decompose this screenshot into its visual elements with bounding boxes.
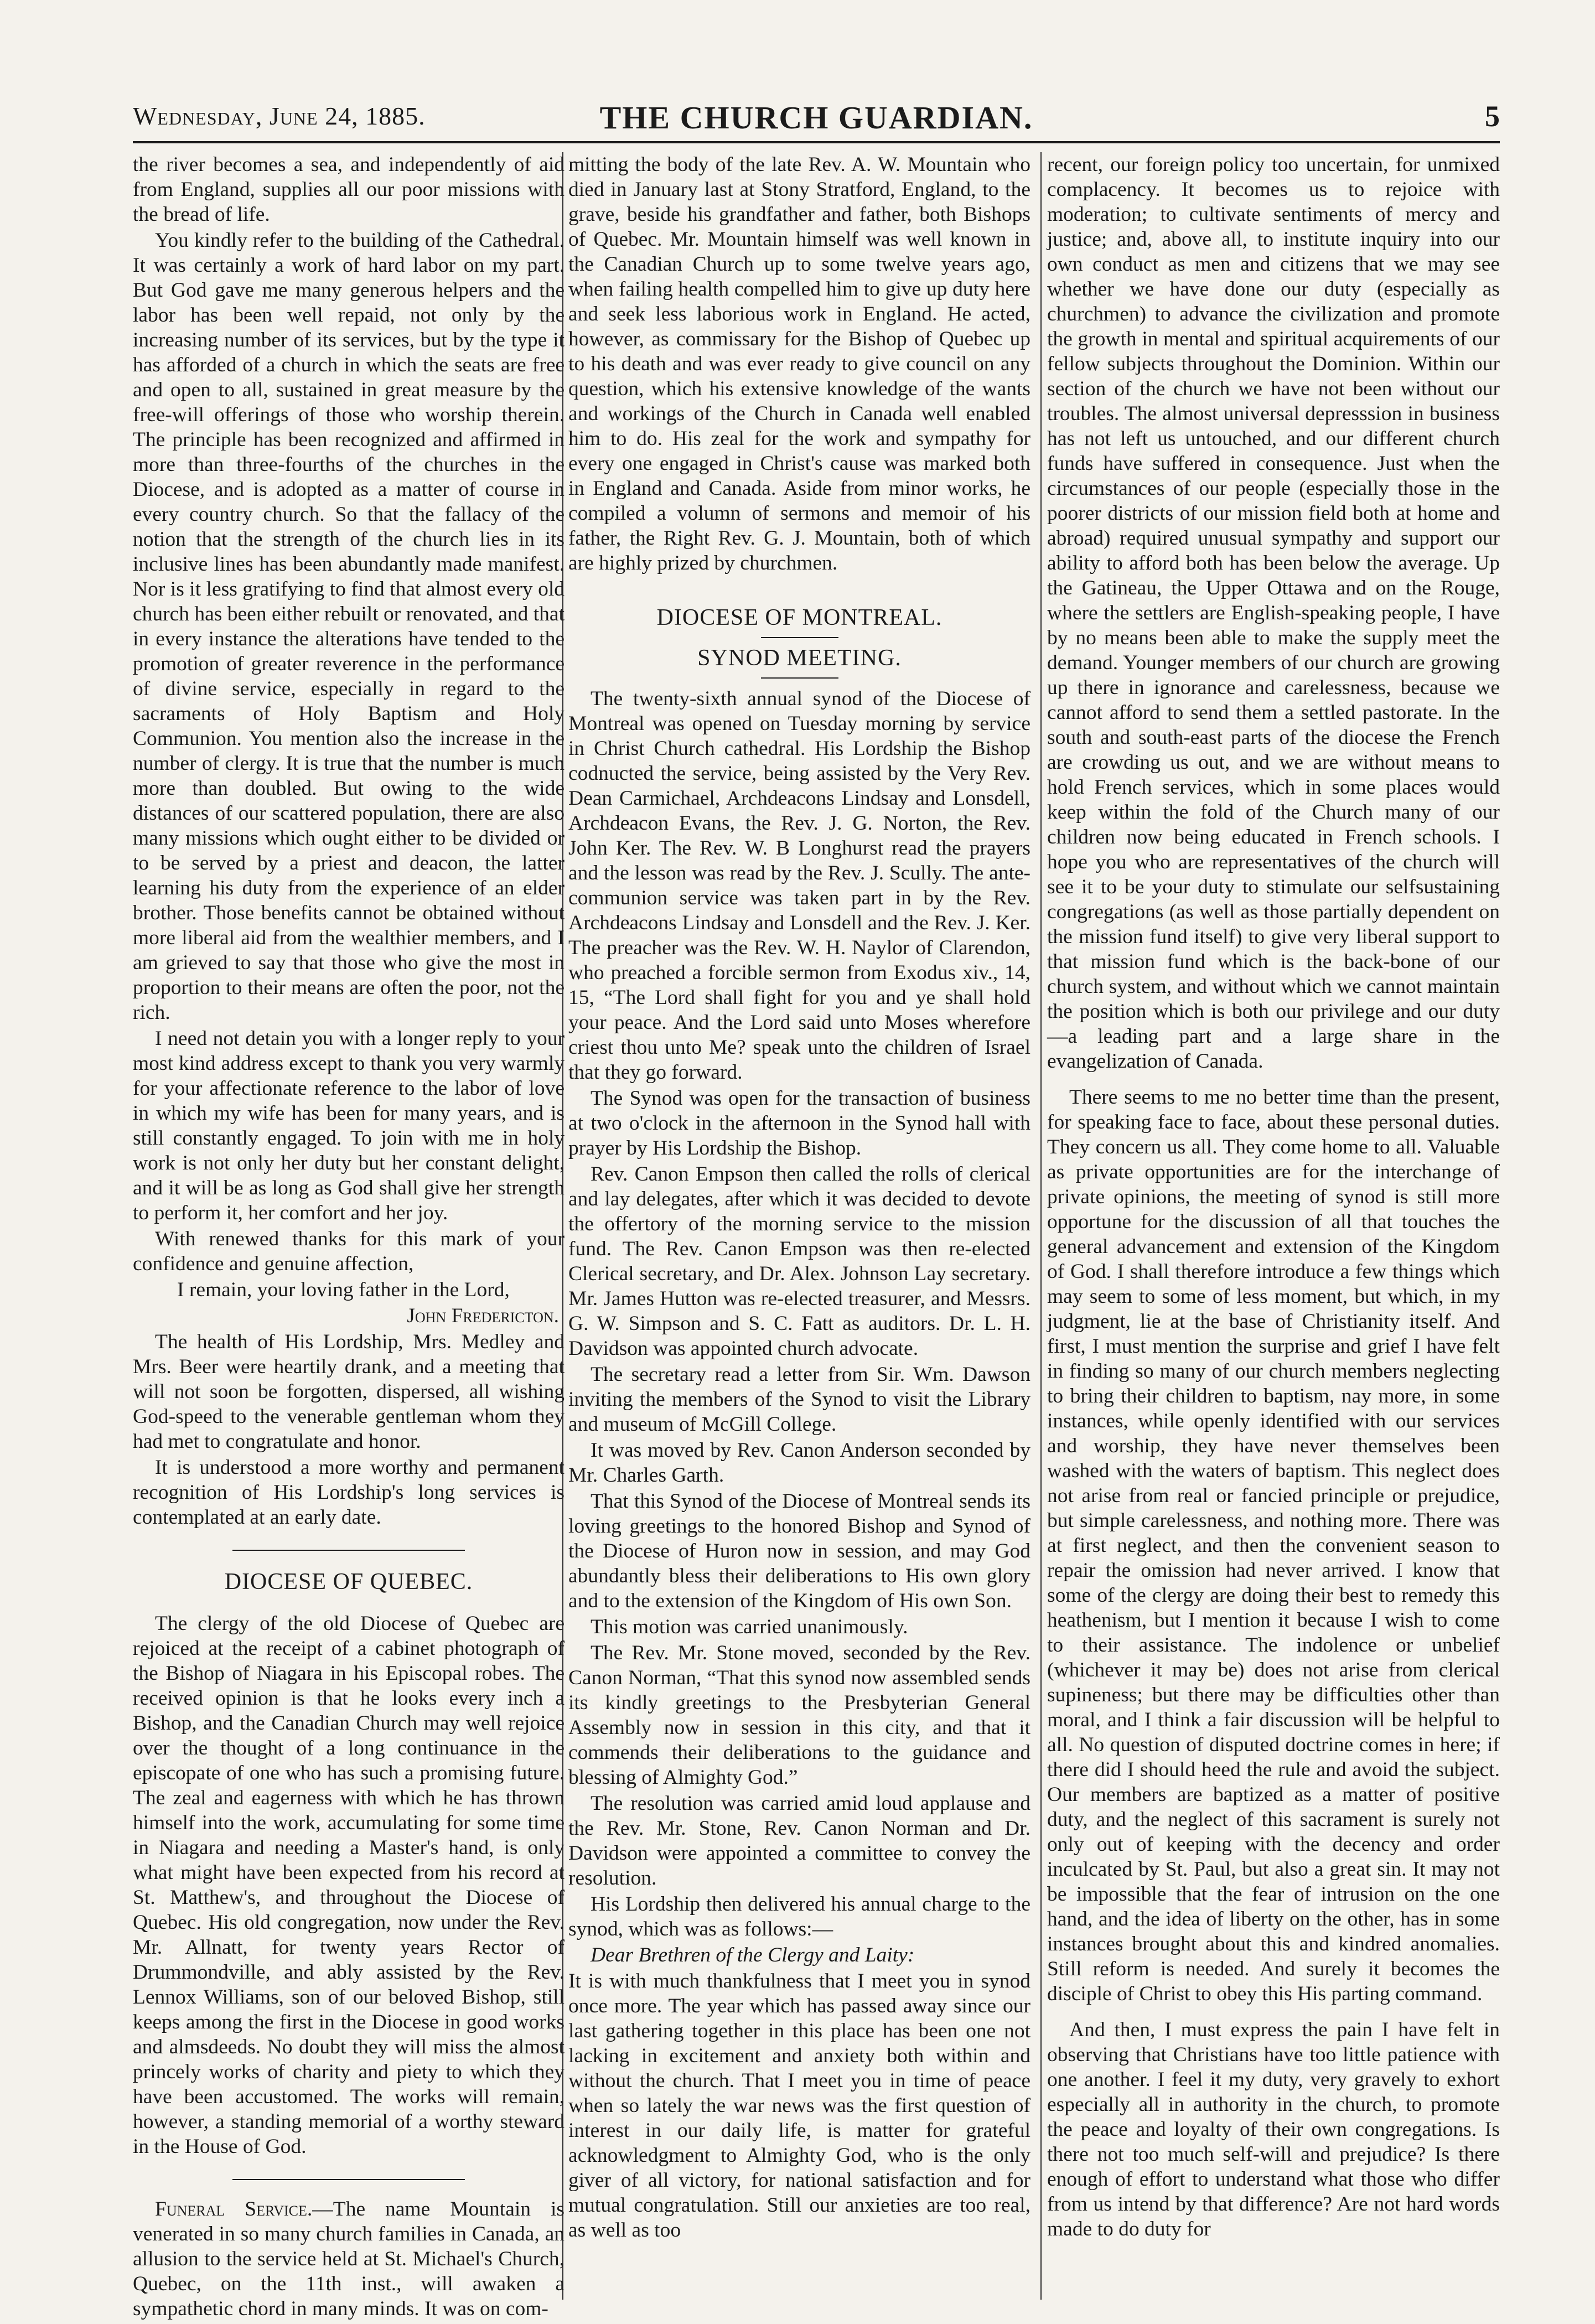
paragraph: recent, our foreign policy too uncertain, for unmixed complacency. It becomes us to rejoice with moderation; to cultivate sentiments of mercy and justice; and, above all, to institute inquiry into our own conduct as men and citizens that we may see whether we have done our duty (especially as churchmen) to advance the civilization and promote the growth in mental and spiritual acquirements of our fellow subjects throughout the Dominion. Within our section of the church we have not been without our troubles. The almost universal depresssion in business has not left us untouched, and our different church funds have suffered in consequence. Just when the circumstances of our people (especially those in the poorer districts of our mission field both at home and abroad) required unusual sympathy and support our ability to afford both has been below the average. Up the Gatineau, the Upper Ottawa and on the Rouge, where the settlers are English-speaking people, I have by no means been able to make the supply meet the demand. Younger members of our church are growing up there in ignorance and carelessness, because we cannot afford to send them a settled pastorate. In the south and south-east parts of the diocese the French are crowding us out, and we are without means to hold French services, which in some places would keep within the fold of the Church many of our children now being educated in French schools. I hope you who are representatives of the church will see it to be your duty to stimulate our selfsustaining congregations (as well as those partially dependent on the mission fund itself) to give very liberal support to that mission fund which is the back-bone of our church system, and without which we cannot maintain the position which is both our privilege and our duty—a leading part and a large share in the evangelization of Canada. xyxy=(1047,153,1500,1073)
section-separator xyxy=(232,2179,465,2180)
column-3 xyxy=(1047,152,1500,2300)
paragraph: The clergy of the old Diocese of Quebec are rejoiced at the receipt of a cabinet photograph of the Bishop of Niagara in his Episcopal robes. The received opinion is that he looks every inch a Bishop, and the Canadian Church may well rejoice over the thought of a long continuance in the episcopate of one who has such a promising future. The zeal and eagerness with which he has thrown himself into the work, accumulating for some time in Niagara and needing a Master's hand, is only what might have been expected from his record at St. Matthew's, and throughout the Diocese of Quebec. His old congregation, now under the Rev. Mr. Allnatt, for twenty years Rector of Drummondville, and ably assisted by the Rev. Lennox Williams, son of our beloved Bishop, still keeps among the first in the Diocese in good works and almsdeeds. No doubt they will miss the almost princely works of charity and piety to which they have been accustomed. The works will remain, however, a standing memorial of a worthy steward in the House of God. xyxy=(133,1612,565,2158)
paragraph: It is understood a more worthy and permanent recognition of His Lordship's long services is contemplated at an early date. xyxy=(133,1456,565,1529)
paragraph: The secretary read a letter from Sir. Wm. Dawson inviting the members of the Synod to visit the Library and museum of McGill College. xyxy=(568,1363,1030,1436)
paragraph: It was moved by Rev. Canon Anderson seconded by Mr. Charles Garth. xyxy=(568,1439,1030,1487)
paragraph: There seems to me no better time than the present, for speaking face to face, about these personal duties. They concern us all. They come home to all. Valuable as private opportunities are for the interchange of private opinions, the meeting of synod is still more opportune for the discussion of all that touches the general advancement and extension of the Kingdom of God. I shall therefore introduce a few things which may seem to some of less moment, but which, in my judgment, lie at the base of Christianity itself. And first, I must mention the surprise and grief I have felt in finding so many of our church members neglecting to bring their children to baptism, nay more, in some instances, while openly identified with our services and worship, they have never themselves been washed with the waters of baptism. This neglect does not arise from real or fancied principle or prejudice, but simple carelessness, and nothing more. There was at first neglect, and then the convenient season to repair the omission had never arrived. I know that some of the clergy are doing their best to remedy this heathenism, but I mention it because I wish to come to their assistance. The indolence or unbelief (whichever it may be) does not arise from clerical supineness; but there may be difficulties other than moral, and I think a fair discussion will be helpful to all. No question of disputed doctrine comes in here; if there did I should heed the rule and avoid the subject. Our members are baptized as a matter of positive duty, and the neglect of this sacrament is surely not only out of keeping with the decency and order inculcated by St. Paul, but also a great sin. It may not be impossible that the fear of intrusion on the one hand, and the idea of liberty on the other, has in some instances brought about this and kindred anomalies. Still reform is needed. And surely it becomes the disciple of Christ to obey this His parting command. xyxy=(1047,1086,1500,2005)
newspaper-title: THE CHURCH GUARDIAN. xyxy=(599,100,1033,136)
paragraph: I need not detain you with a longer reply to your most kind address except to thank you very warmly for your affectionate reference to the labor of love in which my wife has been for many years, and is still constantly engaged. To join with me in holy work is not only her duty but her constant delight, and it will be as long as God shall give her strength to perform it, her comfort and her joy. xyxy=(133,1027,565,1224)
paragraph: The health of His Lordship, Mrs. Medley and Mrs. Beer were heartily drank, and a meeting that will not soon be forgotten, dispersed, all wishing God-speed to the venerable gentleman whom they had met to congratulate and honor. xyxy=(133,1331,565,1453)
page-number: 5 xyxy=(1485,100,1500,133)
paragraph: His Lordship then delivered his annual charge to the synod, which was as follows:— xyxy=(568,1893,1030,1940)
paragraph: And then, I must express the pain I have felt in observing that Christians have too little patience with one another. I feel it my duty, very gravely to exhort especially all in authority in the church, to promote the peace and loyalty of their own congregations. Is there not too much self-will and prejudice? Is there enough of effort to understand what those who differ from us intend by that difference? Are not hard words made to do duty for xyxy=(1047,2018,1500,2240)
section-subheading: SYNOD MEETING. xyxy=(697,645,902,671)
short-rule xyxy=(761,637,838,638)
section-separator xyxy=(232,1550,465,1551)
paragraph: mitting the body of the late Rev. A. W. Mountain who died in January last at Stony Stratford, England, to the grave, beside his grandfather and father, both Bishops of Quebec. Mr. Mountain himself was well known in the Canadian Church up to some twelve years ago, when failing health compelled him to give up duty here and seek less laborious work in England. He acted, however, as commissary for the Bishop of Quebec up to his death and was ever ready to give council on any question, which his extensive knowledge of the wants and workings of the Church in Canada well enabled him to do. His zeal for the work and sympathy for every one engaged in Christ's cause was marked both in England and Canada. Aside from minor works, he compiled a volumn of sermons and memoir of his father, the Right Rev. G. J. Mountain, both of which are highly prized by churchmen. xyxy=(568,153,1030,574)
short-rule xyxy=(761,677,838,679)
signature: John Fredericton. xyxy=(407,1305,559,1327)
paragraph: It is with much thankfulness that I meet you in synod once more. The year which has passed away since our last gathering together in this place has been one not lacking in excitement and anxiety both within and without the church. That I meet you in time of peace when so lately the war news was the first question of interest in our daily life, is matter for grateful acknowledgment to Almighty God, who is the only giver of all victory, for national satisfaction and for mutual congratulation. Still our anxieties are too real, as well as too xyxy=(568,1970,1030,2242)
column-1 xyxy=(133,152,565,2320)
salutation: Dear Brethren of the Clergy and Laity: xyxy=(591,1944,915,1966)
paragraph: I remain, your loving father in the Lord, xyxy=(177,1279,510,1301)
column-2 xyxy=(568,152,1030,2300)
paragraph: The resolution was carried amid loud applause and the Rev. Mr. Stone, Rev. Canon Norman and Dr. Davidson were appointed a committee to convey the resolution. xyxy=(568,1792,1030,1890)
paragraph: the river becomes a sea, and independently of aid from England, supplies all our poor missions with the bread of life. xyxy=(133,153,565,226)
paragraph: The twenty-sixth annual synod of the Diocese of Montreal was opened on Tuesday morning by service in Christ Church cathedral. His Lordship the Bishop codnucted the service, being assisted by the Very Rev. Dean Carmichael, Archdeacons Lindsay and Lonsdell, Archdeacon Evans, the Rev. J. G. Norton, the Rev. John Ker. The Rev. W. B Longhurst read the prayers and the lesson was read by the Rev. J. Scully. The ante-communion service was taken part in by the Rev. Archdeacons Lindsay and Lonsdell and the Rev. J. Ker. The preacher was the Rev. W. H. Naylor of Clarendon, who preached a forcible sermon from Exodus xiv., 14, 15, “The Lord shall fight for you and ye shall hold your peace. And the Lord said unto Moses wherefore criest thou unto Me? speak unto the children of Israel that they go forward. xyxy=(568,687,1030,1084)
paragraph-text: —The name Mountain is venerated in so many church families in Canada, an allusion to the service held at St. Michael's Church, Quebec, on the 11th inst., will awaken a sympathetic chord in many minds. It was on com- xyxy=(133,2198,565,2320)
section-heading: DIOCESE OF QUEBEC. xyxy=(224,1569,473,1595)
paragraph: The Synod was open for the transaction of business at two o'clock in the afternoon in the Synod hall with prayer by His Lordship the Bishop. xyxy=(568,1087,1030,1160)
column-rule xyxy=(1040,152,1042,2300)
paragraph: With renewed thanks for this mark of your confidence and genuine affection, xyxy=(133,1228,565,1275)
paragraph: The Rev. Mr. Stone moved, seconded by the Rev. Canon Norman, “That this synod now assembled sends its kindly greetings to the Presbyterian General Assembly now in session in this city, and that it commends their deliberations to the guidance and blessing of Almighty God.” xyxy=(568,1642,1030,1789)
masthead xyxy=(133,91,1500,143)
section-heading: DIOCESE OF MONTREAL. xyxy=(656,605,942,630)
paragraph: You kindly refer to the building of the Cathedral. It was certainly a work of hard labor on my part. But God gave me many generous helpers and the labor has been well repaid, not only by the increasing number of its services, but by the type it has afforded of a church in which the seats are free and open to all, sustained in great measure by the free-will offerings of those who worship therein. The principle has been recognized and affirmed in more than three-fourths of the churches in the Diocese, and is adopted as a matter of course in every country church. So that the fallacy of the notion that the strength of the church lies in its inclusive lines has been abundantly made manifest. Nor is it less gratifying to find that almost every old church has been either rebuilt or renovated, and that in every instance the alterations have tended to the promotion of greater reverence in the performance of divine service, especially in regard to the sacraments of Holy Baptism and Holy Communion. You mention also the increase in the number of clergy. It is true that the number is much more than doubled. But owing to the wide distances of our scattered population, there are also many missions which ought either to be divided or to be served by a priest and deacon, the latter learning his duty from the experience of an elder brother. Those benefits cannot be obtained without more liberal aid from the wealthier members, and I am grieved to say that those who give the most in proportion to their means are often the poor, not the rich. xyxy=(133,229,565,1024)
issue-date: Wednesday, June 24, 1885. xyxy=(133,102,426,130)
paragraph xyxy=(133,2197,565,2321)
run-in-heading: Funeral Service. xyxy=(155,2198,313,2221)
paragraph: This motion was carried unanimously. xyxy=(591,1616,908,1638)
paragraph: Rev. Canon Empson then called the rolls of clerical and lay delegates, after which it was decided to devote the offertory of the morning service to the mission fund. The Rev. Canon Empson was then re-elected Clerical secretary, and Dr. Alex. Johnson Lay secretary. Mr. James Hutton was re-elected treasurer, and Messrs. G. W. Simpson and S. C. Fatt as auditors. Dr. L. H. Davidson was appointed church advocate. xyxy=(568,1163,1030,1360)
paragraph: That this Synod of the Diocese of Montreal sends its loving greetings to the honored Bishop and Synod of the Diocese of Huron now in session, and may God abundantly bless their deliberations to His own glory and to the extension of the Kingdom of His own Son. xyxy=(568,1490,1030,1612)
